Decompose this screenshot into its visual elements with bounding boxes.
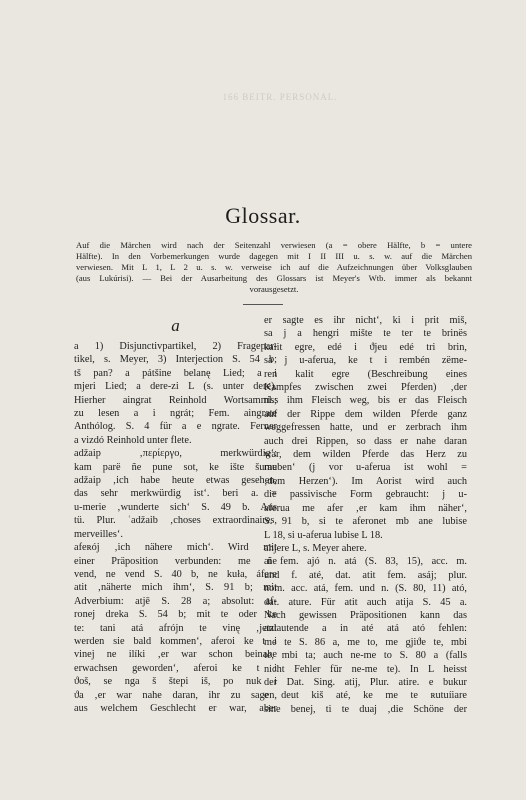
text-line: anlautende a in até atá ató fehlen:	[264, 623, 467, 635]
text-line: aus welchem Geschlecht er war, aber	[74, 702, 277, 714]
text-line: auf der Rippe dem wilden Pferde ganz	[264, 408, 467, 420]
text-line: erwachsen geworden‘, aferoi ke t i	[74, 662, 277, 674]
text-line: adžaip ‚ich habe heute etwas gesehen,	[74, 475, 277, 487]
text-line: vinej ne ilíki ‚er war schon beinahe	[74, 649, 277, 661]
right-column	[264, 314, 467, 716]
text-line: merveilles‘.	[74, 528, 123, 540]
text-line: auch drei Rippen, so dass er nahe daran	[264, 435, 467, 447]
text-line: werden sie bald kommen‘, aferoi ke t i	[74, 635, 277, 647]
text-line: adžaip ‚περίεργο, merkwürdig‘:	[74, 448, 277, 460]
text-line: Anthólog. S. 4 für a e ngrate. Ferner	[74, 421, 277, 433]
text-line: a 1) Disjunctivpartikel, 2) Fragepar-	[74, 341, 277, 352]
text-line: sine benej, ti te duaj ‚die Schöne der	[264, 703, 467, 715]
text-line: afeʀój ‚ich nähere mich‘. Wird mit	[74, 542, 277, 554]
text-line: er sagte es ihr nicht‘, ki i prit miš,	[264, 315, 467, 326]
intro-line: vorausgesetzt.	[249, 284, 299, 294]
text-line: sa j u-aferua, ke t i rembén zëme-	[264, 355, 467, 367]
page-title: Glossar.	[225, 203, 301, 228]
text-line: Nach gewissen Präpositionen kann das	[264, 609, 467, 621]
text-line: tikel, s. Meyer, 3) Interjection S. 54 b;	[74, 354, 277, 366]
text-line: S. 91 b, si te aferonet mb ane lubise	[264, 516, 467, 528]
intro-line: Hälfte). In den Vorbemerkungen wurde dagegen mit I II III u. s. w. auf die Märchen	[76, 251, 472, 261]
text-line: me te S. 86 a, me to, me gjiϑe te, mbi	[264, 636, 467, 648]
text-line: und f. até, dat. atit fem. asáj; plur.	[264, 569, 467, 581]
text-line: ai fem. ajó n. atá (S. 83, 15), acc. m.	[264, 556, 467, 568]
intro-line: (aus Lukúrisi). — Bei der Ausarbeitung des Glossars ist Meyer's Wtb. immer als bekannt	[76, 273, 472, 283]
text-line: dat. ature. Für atit auch atija S. 45 a.	[264, 596, 467, 608]
text-line: L 18, si u-aferua lubise L 18.	[264, 529, 383, 541]
text-line: atit ‚näherte mich ihm‘, S. 91 b; mit	[74, 582, 277, 594]
text-line: Adverbium: atjē S. 28 a; absolut: af-	[74, 595, 277, 607]
text-line: ϑoš, se nga š štepi iš, po nuk i	[74, 676, 277, 688]
text-line: nicht Fehler für ne-me te). In L heisst	[264, 663, 467, 675]
text-line: war, dem wilden Pferde das Herz zu	[264, 449, 467, 461]
text-line: das sehr merkwürdig ist‘. beri a. =	[74, 488, 277, 500]
text-line: kam parë ñe pune sot, ke ište šume	[74, 461, 277, 473]
text-line: sa j a hengri mište te ter te brinës	[264, 328, 467, 340]
text-line: u-merie ‚wunderte sich‘ S. 49 b. Aus	[74, 501, 277, 513]
text-line: mjeri Lied; a dere-zi L (s. unter dere).	[74, 381, 277, 393]
text-line: tü. Plur. ʿadžaib ‚choses extraordinaires,	[74, 515, 277, 527]
text-line: te, mbi ta; auch ne-me to S. 80 a (falls	[264, 650, 467, 662]
text-line: nom. acc. atá, fem. und n. (S. 80, 11) ató,	[264, 583, 467, 595]
text-line: ren kalit egre (Beschreibung eines	[264, 368, 467, 380]
text-line: a vizdó Reinhold unter flete.	[74, 434, 192, 446]
text-line: Hierher aingrat Reinhold Wortsamml.;	[74, 394, 277, 406]
section-letter: a	[171, 316, 180, 335]
text-line: die passivische Form gebraucht: j u-	[264, 489, 467, 501]
running-head: 166 BEITR. PERSONAL.	[222, 92, 338, 102]
text-line: der Dat. Sing. atij, Plur. atire. e bukur	[264, 676, 467, 688]
divider	[243, 304, 283, 305]
text-line: riss ihm Fleisch weg, bis er das Fleisch	[264, 395, 467, 407]
left-column	[74, 314, 277, 715]
text-line: aferua me afer ‚er kam ihm näher‘,	[264, 502, 467, 514]
intro-line: Auf die Märchen wird nach der Seitenzahl verwiesen (a = obere Hälfte, b = untere	[76, 240, 472, 250]
text-line: weggefressen hatte, und er zerbrach ihm	[264, 422, 467, 434]
text-line: tš pan? a pátšine belanę Lied; a i	[74, 367, 277, 379]
text-line: vend, ne vend S. 40 b, ne kuła, áfere	[74, 568, 277, 580]
intro-line: verwiesen. Mit L 1, L 2 u. s. w. verweise ich auf die Aufzeichnungen über Volksglauben	[76, 262, 472, 272]
text-line: te: tani atá afrójn te vinę ‚jetzt	[74, 622, 277, 634]
text-line: kalit egre, edé i ϑjeu edé tri brin,	[264, 341, 467, 353]
text-line: ϑa ‚er war nahe daran, ihr zu sagen,	[74, 689, 277, 701]
text-line: zu lesen a i ngrát; Fem. aingrate	[74, 408, 277, 420]
text-line: rauben‘ (j vor u-aferua ist wohl =	[264, 462, 467, 474]
text-line: einer Präposition verbunden: me ñe	[74, 555, 277, 567]
text-line: Kampfes zwischen zwei Pferden) ‚der	[264, 382, 467, 394]
text-line: e deut kiš até, ke me te ʀutuíiare	[264, 690, 467, 702]
text-line: ahjere L, s. Meyer ahere.	[264, 542, 367, 554]
intro-paragraph	[76, 240, 472, 295]
text-line: ‚dem Herzen‘). Im Aorist wird auch	[264, 475, 467, 487]
text-line: ronej dreka S. 54 b; mit te oder ke	[74, 609, 277, 621]
